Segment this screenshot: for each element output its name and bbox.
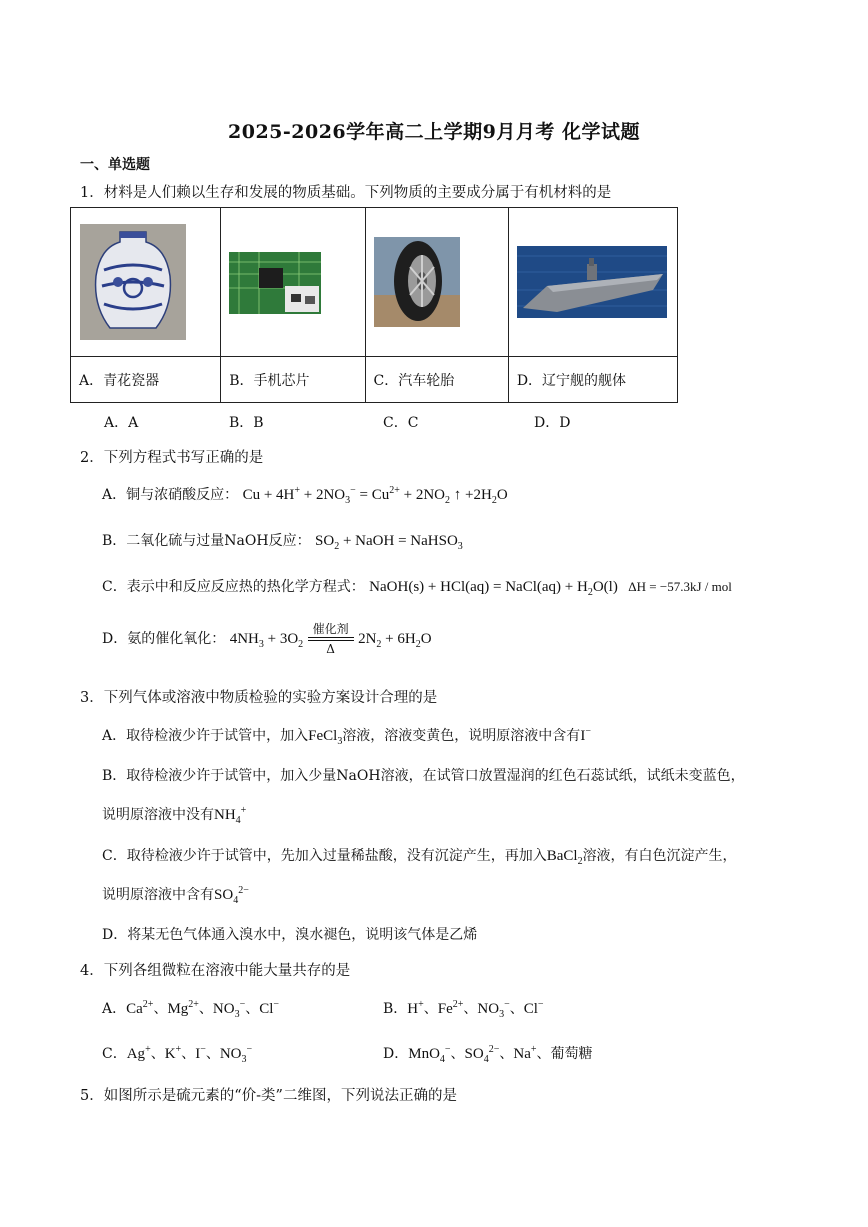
separator: 、 <box>198 1001 213 1017</box>
carrier-cell <box>508 208 677 357</box>
porcelain-cell <box>71 208 221 357</box>
q4-option-a[interactable]: A．$Ca^{2+}$、$Mg^{2+}$、$NO_3^-$、Cl− <box>102 999 280 1020</box>
q2-c-enthalpy: ΔH = −57.3kJ / mol <box>628 579 732 594</box>
separator: 、 <box>205 1046 220 1062</box>
caption-b: B．手机芯片 <box>221 357 365 403</box>
q3-c-text1: C．取待检液少许于试管中，先加入过量稀盐酸，没有沉淀产生，再加入 <box>102 848 547 864</box>
q2-c-label: C．表示中和反应反应热的热化学方程式： <box>102 579 365 595</box>
question-4-stem: 4．下列各组微粒在溶液中能大量共存的是 <box>80 963 351 979</box>
q3-option-b-line2: 说明原溶液中没有$NH_4^+$ <box>102 805 247 826</box>
porcelain-vase-image <box>80 224 186 340</box>
caption-c: C．汽车轮胎 <box>365 357 508 403</box>
q2-d-label: D．氨的催化氧化： <box>102 631 226 647</box>
q4-c-label: C． <box>102 1046 127 1062</box>
aircraft-carrier-image <box>517 246 667 318</box>
q4-option-b[interactable]: B．H+、$Fe^{2+}$、$NO_3^-$、Cl− <box>383 999 544 1020</box>
q3-c-text2: 说明原溶液中含有 <box>102 887 214 903</box>
separator: 、 <box>153 1001 168 1017</box>
caption-d: D．辽宁舰的舰体 <box>508 357 677 403</box>
phone-chip-image <box>229 252 321 314</box>
question-5-stem: 5．如图所示是硫元素的“价-类”二维图，下列说法正确的是 <box>80 1088 457 1104</box>
separator: 、 <box>423 1001 438 1017</box>
question-1-stem: 1．材料是人们赖以生存和发展的物质基础。下列物质的主要成分属于有机材料的是 <box>80 185 612 201</box>
q3-a-text1: A．取待检液少许于试管中，加入 <box>102 728 309 744</box>
q2-option-d[interactable]: D．氨的催化氧化： $4NH_3 + 3O_2$ 催化剂 Δ $2N_2 + 6H_2O$ <box>102 622 432 656</box>
q1-option-a[interactable]: A．A <box>104 415 139 431</box>
q1-option-d[interactable]: D．D <box>534 415 571 431</box>
q4-option-d[interactable]: D．MnO$_4$−、$SO_4^{2-}$、Na+、葡萄糖 <box>383 1044 593 1065</box>
question-2-stem: 2．下列方程式书写正确的是 <box>80 450 264 466</box>
q2-option-c[interactable]: C．表示中和反应反应热的热化学方程式： NaOH(s) + HCl(aq) = NaCl(aq) + $H_2O(l) \Delta H = -57.3kJ$ / mol <box>102 579 732 598</box>
q1-option-c[interactable]: C．C <box>383 415 419 431</box>
q4-d-tail: 、葡萄糖 <box>536 1046 593 1062</box>
separator: 、 <box>181 1046 196 1062</box>
q3-b-text2: 说明原溶液中没有 <box>102 807 214 823</box>
separator: 、 <box>150 1046 165 1062</box>
q4-a-label: A． <box>102 1001 127 1017</box>
catalyst-label: 催化剂 <box>312 622 349 636</box>
q3-a-text2: 溶液，溶液变黄色，说明原溶液中含有 <box>342 728 581 744</box>
q3-option-a[interactable]: A．取待检液少许于试管中，加入FeCl$_3$溶液，溶液变黄色，说明原溶液中含有I− <box>102 726 591 747</box>
q3-option-c-line1[interactable]: C．取待检液少许于试管中，先加入过量稀盐酸，没有沉淀产生，再加入BaCl$_2$溶液，有白色沉淀产生， <box>102 848 737 867</box>
tire-cell <box>365 208 508 357</box>
page-title: 2025-2026学年高二上学期9月月考 化学试题 <box>228 121 640 143</box>
separator: 、 <box>509 1001 524 1017</box>
q3-option-d[interactable]: D．将某无色气体通入溴水中，溴水褪色，说明该气体是乙烯 <box>102 927 478 943</box>
caption-a: A．青花瓷器 <box>71 357 221 403</box>
q2-option-a[interactable]: A．铜与浓硝酸反应： $Cu + 4H^+ + 2NO_3^- = Cu^{2+} + 2NO_2$ ↑ $+2H_2O$ <box>102 485 508 506</box>
chip-cell <box>221 208 365 357</box>
q1-option-b[interactable]: B．B <box>229 415 264 431</box>
q2-b-label: B．二氧化硫与过量NaOH反应： <box>102 533 311 549</box>
car-tire-image <box>374 237 460 327</box>
separator: 、 <box>499 1046 514 1062</box>
q4-d-label: D． <box>383 1046 409 1062</box>
q2-option-b[interactable]: B．二氧化硫与过量NaOH反应： $SO_2$ + NaOH = NaHSO$_3$ <box>102 533 463 552</box>
question-3-stem: 3．下列气体或溶液中物质检验的实验方案设计合理的是 <box>80 690 438 706</box>
heat-symbol: Δ <box>326 642 335 656</box>
q3-option-c-line2: 说明原溶液中含有$SO_4^{2-}$ <box>102 885 249 906</box>
catalyst-arrow <box>308 622 354 656</box>
q4-b-label: B． <box>383 1001 408 1017</box>
separator: 、 <box>245 1001 260 1017</box>
materials-table <box>70 207 678 403</box>
equals-lines <box>308 637 354 641</box>
q2-a-label: A．铜与浓硝酸反应： <box>102 487 239 503</box>
section-heading: 一、单选题 <box>80 157 150 173</box>
q3-c-text1b: 溶液，有白色沉淀产生， <box>582 848 737 864</box>
separator: 、 <box>450 1046 465 1062</box>
q4-option-c[interactable]: C．Ag+、K+、I−、$NO_3^-$ <box>102 1044 253 1065</box>
separator: 、 <box>463 1001 478 1017</box>
q3-option-b-line1[interactable]: B．取待检液少许于试管中，加入少量NaOH溶液，在试管口放置湿润的红色石蕊试纸，试纸未变蓝色， <box>102 768 745 784</box>
